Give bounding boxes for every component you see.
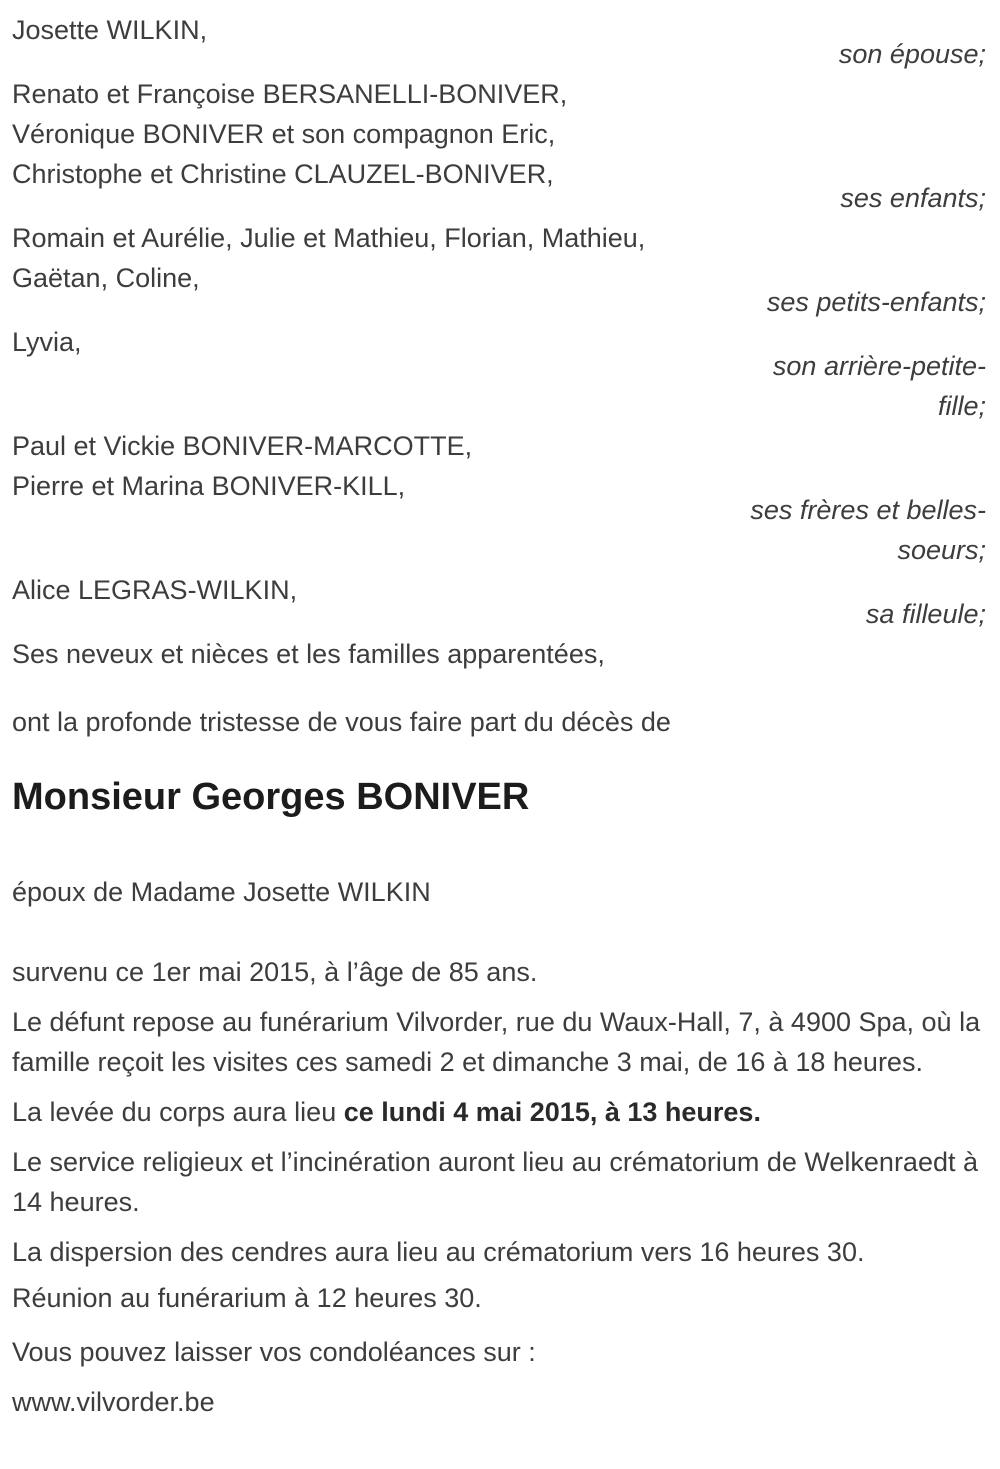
mourner-name-line: Josette WILKIN, (12, 15, 208, 45)
reunion-paragraph: Réunion au funérarium à 12 heures 30. (12, 1283, 482, 1313)
relation-label: soeurs; (897, 535, 986, 565)
service-paragraph: Le service religieux et l’incinération auront lieu au crématorium de Welkenraedt à 14 heures. (12, 1147, 979, 1217)
intro-text: ont la profonde tristesse de vous faire part du décès de (12, 707, 671, 737)
website-url: www.vilvorder.be (12, 1387, 215, 1417)
death-date-line: survenu ce 1er mai 2015, à l’âge de 85 ans. (12, 957, 538, 987)
relation-label: sa filleule; (865, 599, 986, 629)
mourner-name-line: Véronique BONIVER et son compagnon Eric, (12, 119, 556, 149)
levee-prefix-text: La levée du corps aura lieu (12, 1097, 344, 1127)
spouse-line: époux de Madame Josette WILKIN (12, 877, 431, 907)
mourner-name-line: Lyvia, (12, 327, 82, 357)
repose-paragraph: Le défunt repose au funérarium Vilvorder, rue du Waux-Hall, 7, à 4900 Spa, où la famille reçoit les visites ces samedi 2 et dimanche 3 mai, de 16 à 18 heures. (12, 1007, 981, 1077)
mourner-group-grandchildren (12, 218, 986, 322)
mourner-name-line: Gaëtan, Coline, (12, 263, 200, 293)
levee-paragraph (12, 1092, 986, 1132)
mourner-name-line: Romain et Aurélie, Julie et Mathieu, Florian, Mathieu, (12, 223, 646, 253)
mourner-group-goddaughter (12, 570, 986, 634)
dispersion-paragraph: La dispersion des cendres aura lieu au crématorium vers 16 heures 30. (12, 1237, 865, 1267)
mourner-name-line: Renato et Françoise BERSANELLI-BONIVER, (12, 79, 568, 109)
relation-label: son arrière-petite- (772, 351, 986, 381)
relation-label: ses enfants; (840, 183, 986, 213)
mourner-name-line: Ses neveux et nièces et les familles apparentées, (12, 639, 605, 669)
relation-label: ses petits-enfants; (766, 287, 986, 317)
announcement-section (12, 702, 986, 992)
relation-label: fille; (937, 391, 986, 421)
condolences-line: Vous pouvez laisser vos condoléances sur : (12, 1337, 536, 1367)
relation-label: son épouse; (838, 39, 986, 69)
mourner-group-great-grandchild (12, 322, 986, 426)
mourner-group-siblings (12, 426, 986, 570)
deceased-name-heading: Monsieur Georges BONIVER (12, 776, 530, 818)
mourner-group-spouse (12, 10, 986, 74)
mourner-name-line: Paul et Vickie BONIVER-MARCOTTE, (12, 431, 473, 461)
mourners-section (12, 10, 986, 674)
relation-label: ses frères et belles- (750, 495, 986, 525)
mourner-name-line: Pierre et Marina BONIVER-KILL, (12, 471, 406, 501)
levee-datetime-bold: ce lundi 4 mai 2015, à 13 heures. (343, 1097, 761, 1127)
mourner-group-children (12, 74, 986, 218)
mourner-name-line: Alice LEGRAS-WILKIN, (12, 575, 298, 605)
funeral-details-section (12, 1002, 986, 1422)
mourner-group-family (12, 634, 986, 674)
mourner-name-line: Christophe et Christine CLAUZEL-BONIVER, (12, 159, 554, 189)
